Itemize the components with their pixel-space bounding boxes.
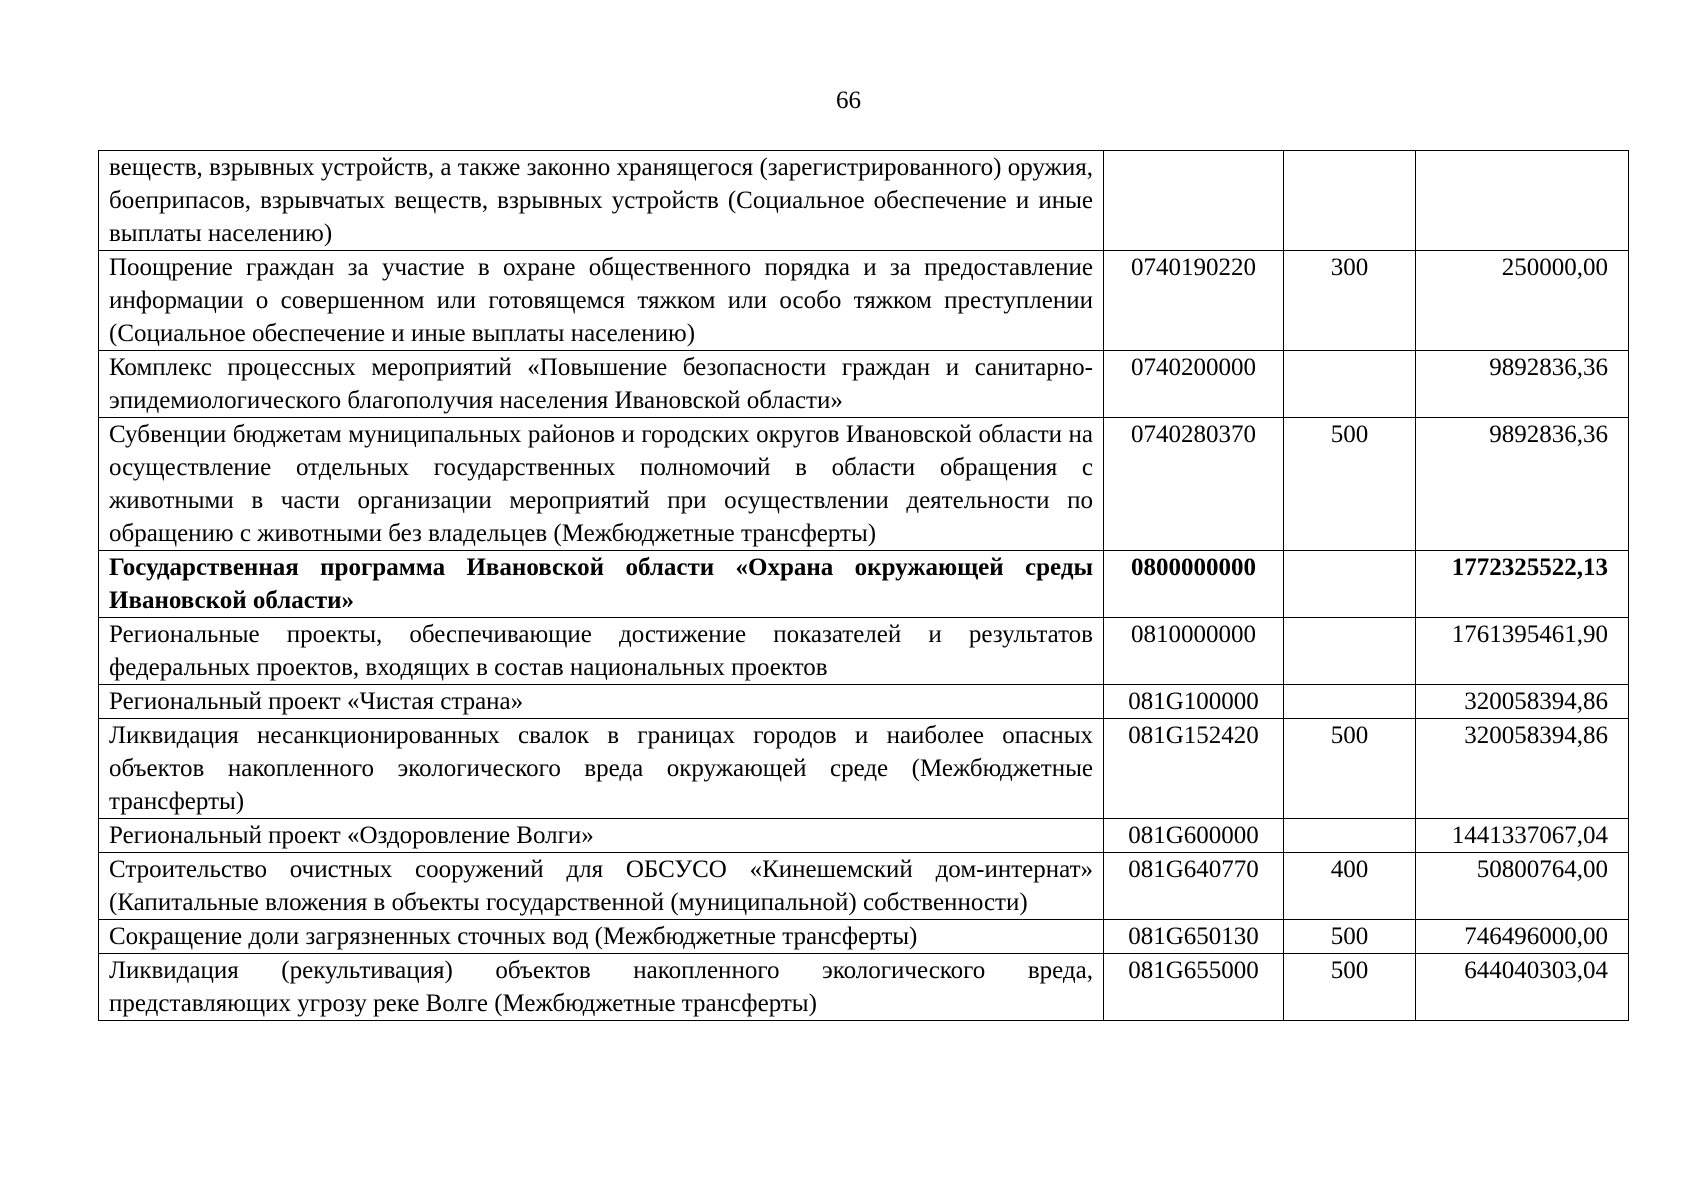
row-type-cell: 500 [1284, 719, 1416, 819]
row-sum-cell: 1772325522,13 [1416, 551, 1629, 618]
row-type-cell [1284, 819, 1416, 853]
row-type-cell [1284, 685, 1416, 719]
row-code-cell: 081G650130 [1104, 920, 1284, 954]
table-row [99, 351, 1629, 418]
table-row [99, 819, 1629, 853]
row-type-cell: 500 [1284, 954, 1416, 1021]
row-name-cell: Региональный проект «Оздоровление Волги» [99, 819, 1104, 853]
row-type-cell [1284, 351, 1416, 418]
row-code-cell: 0810000000 [1104, 618, 1284, 685]
row-sum-cell: 9892836,36 [1416, 418, 1629, 551]
row-name-cell: Государственная программа Ивановской области «Охрана окружающей среды Ивановской области» [99, 551, 1104, 618]
row-name-cell: веществ, взрывных устройств, а также законно хранящегося (зарегистрированного) оружия, боеприпасов, взрывчатых веществ, взрывных устройств (Социальное обеспечение и иные выплаты населению) [99, 151, 1104, 251]
row-name-cell: Строительство очистных сооружений для ОБСУСО «Кинешемский дом-интернат» (Капитальные вложения в объекты государственной (муниципальной) собственности) [99, 853, 1104, 920]
budget-table-body [99, 151, 1629, 1021]
table-row [99, 920, 1629, 954]
row-sum-cell: 9892836,36 [1416, 351, 1629, 418]
table-row [99, 418, 1629, 551]
table-row [99, 853, 1629, 920]
row-sum-cell: 250000,00 [1416, 251, 1629, 351]
table-row [99, 685, 1629, 719]
row-name-cell: Региональные проекты, обеспечивающие достижение показателей и результатов федеральных проектов, входящих в состав национальных проектов [99, 618, 1104, 685]
row-code-cell: 081G100000 [1104, 685, 1284, 719]
row-sum-cell: 644040303,04 [1416, 954, 1629, 1021]
row-code-cell [1104, 151, 1284, 251]
budget-table [98, 150, 1629, 1021]
row-code-cell: 0740190220 [1104, 251, 1284, 351]
row-type-cell: 400 [1284, 853, 1416, 920]
row-name-cell: Поощрение граждан за участие в охране общественного порядка и за предоставление информации о совершенном или готовящемся тяжком или особо тяжком преступлении (Социальное обеспечение и иные выплаты населению) [99, 251, 1104, 351]
row-code-cell: 081G152420 [1104, 719, 1284, 819]
row-sum-cell [1416, 151, 1629, 251]
row-type-cell: 500 [1284, 920, 1416, 954]
row-name-cell: Региональный проект «Чистая страна» [99, 685, 1104, 719]
table-row [99, 618, 1629, 685]
row-type-cell [1284, 551, 1416, 618]
row-type-cell [1284, 618, 1416, 685]
table-row [99, 719, 1629, 819]
row-type-cell [1284, 151, 1416, 251]
table-row [99, 151, 1629, 251]
row-sum-cell: 1761395461,90 [1416, 618, 1629, 685]
row-sum-cell: 746496000,00 [1416, 920, 1629, 954]
row-name-cell: Ликвидация (рекультивация) объектов накопленного экологического вреда, представляющих угрозу реке Волге (Межбюджетные трансферты) [99, 954, 1104, 1021]
row-type-cell: 300 [1284, 251, 1416, 351]
table-row [99, 954, 1629, 1021]
row-name-cell: Комплекс процессных мероприятий «Повышение безопасности граждан и санитарно-эпидемиологического благополучия населения Ивановской области» [99, 351, 1104, 418]
row-type-cell: 500 [1284, 418, 1416, 551]
page-number: 66 [836, 87, 861, 114]
row-code-cell: 081G640770 [1104, 853, 1284, 920]
row-code-cell: 081G655000 [1104, 954, 1284, 1021]
row-code-cell: 0740200000 [1104, 351, 1284, 418]
table-row [99, 251, 1629, 351]
row-code-cell: 081G600000 [1104, 819, 1284, 853]
row-sum-cell: 1441337067,04 [1416, 819, 1629, 853]
row-code-cell: 0740280370 [1104, 418, 1284, 551]
row-name-cell: Сокращение доли загрязненных сточных вод (Межбюджетные трансферты) [99, 920, 1104, 954]
row-code-cell: 0800000000 [1104, 551, 1284, 618]
row-name-cell: Ликвидация несанкционированных свалок в границах городов и наиболее опасных объектов накопленного экологического вреда окружающей среде (Межбюджетные трансферты) [99, 719, 1104, 819]
row-name-cell: Субвенции бюджетам муниципальных районов и городских округов Ивановской области на осуществление отдельных государственных полномочий в области обращения с животными в части организации мероприятий при осуществлении деятельности по обращению с животными без владельцев (Межбюджетные трансферты) [99, 418, 1104, 551]
row-sum-cell: 320058394,86 [1416, 719, 1629, 819]
row-sum-cell: 50800764,00 [1416, 853, 1629, 920]
table-row-program [99, 551, 1629, 618]
row-sum-cell: 320058394,86 [1416, 685, 1629, 719]
